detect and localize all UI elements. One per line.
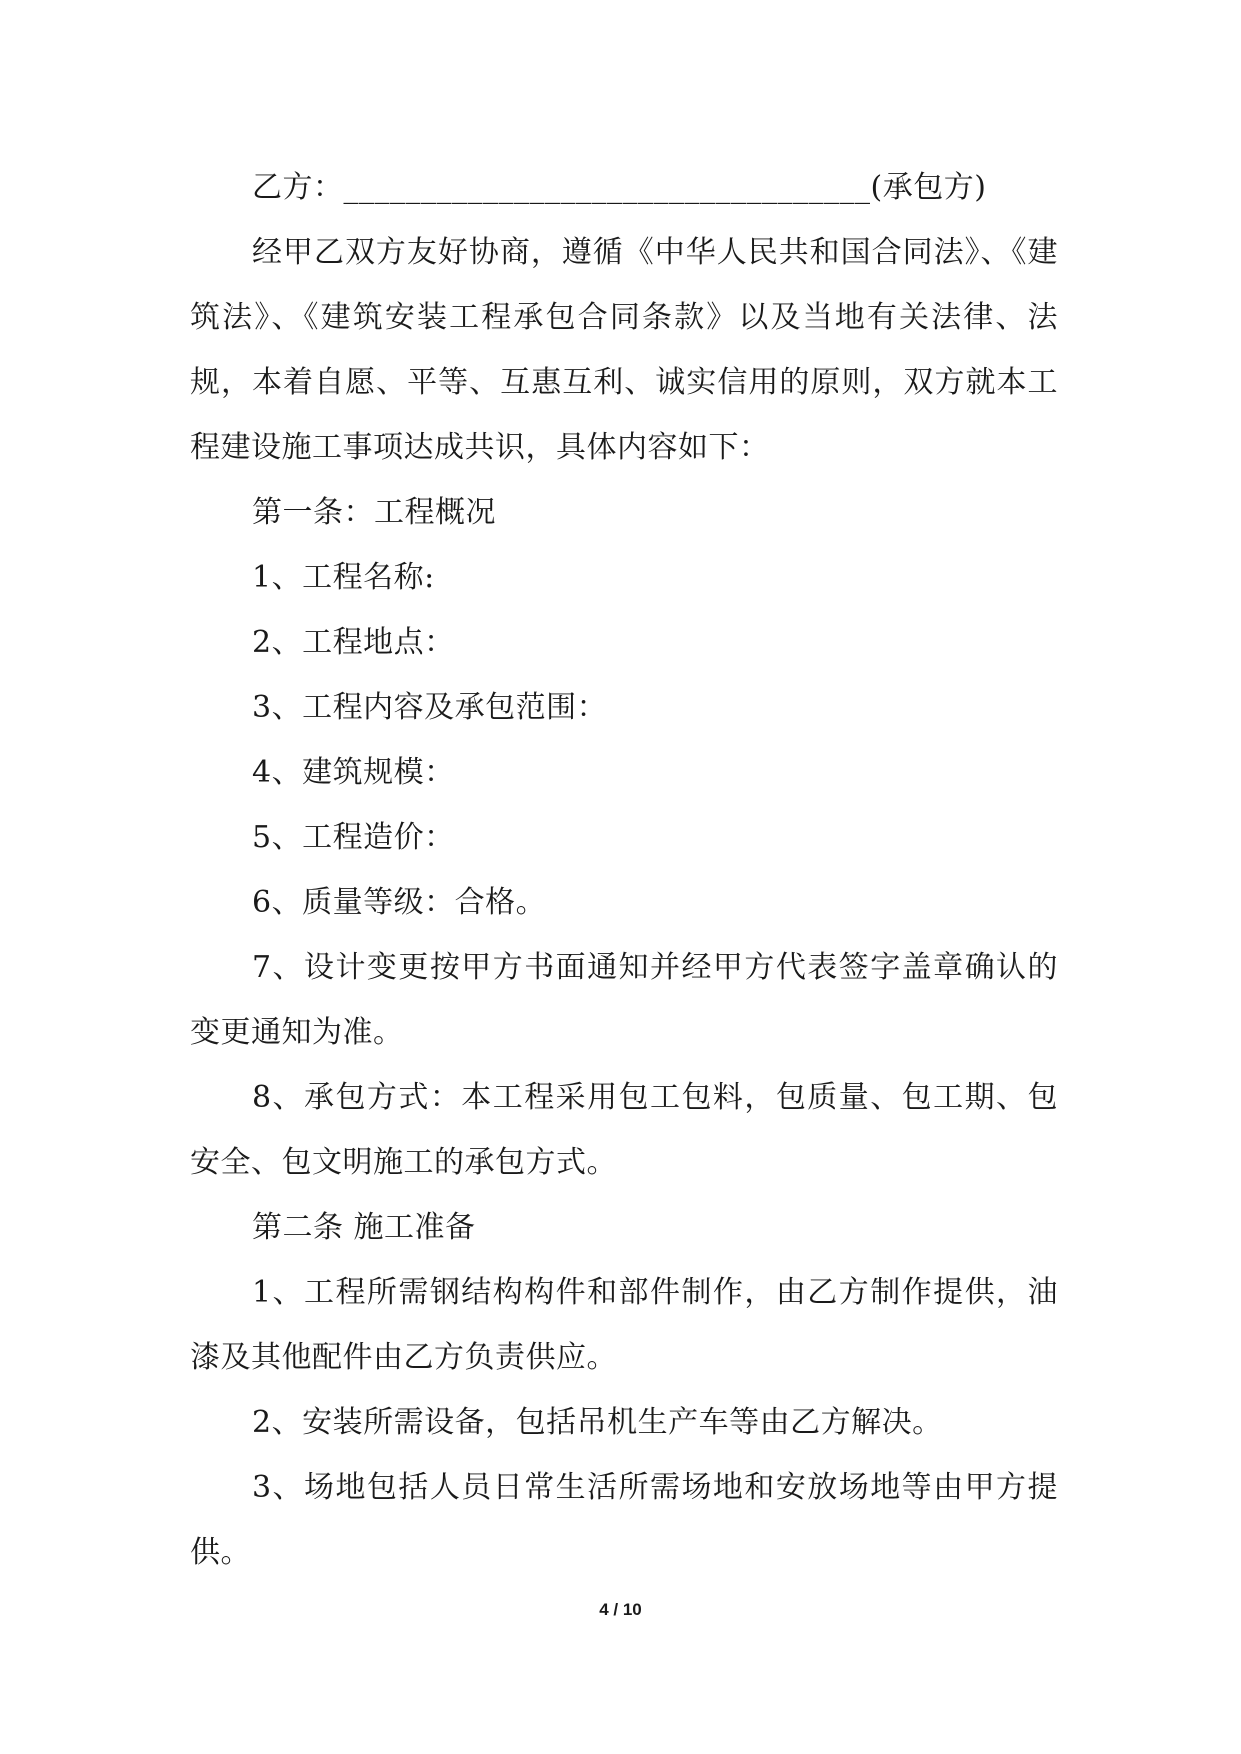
article-1-item-4: 4、建筑规模：	[252, 755, 455, 790]
party-b-line: 乙方：__________________________________(承包方)	[252, 170, 987, 205]
article-2-heading: 第二条 施工准备	[252, 1210, 476, 1245]
article-1-item-5: 5、工程造价：	[252, 820, 455, 855]
page-number: 4 / 10	[599, 1600, 642, 1619]
article-2-item-3: 3、场地包括人员日常生活所需场地和安放场地等由甲方提供。	[190, 1470, 1058, 1570]
article-1-item-7: 7、设计变更按甲方书面通知并经甲方代表签字盖章确认的变更通知为准。	[190, 950, 1058, 1050]
article-1-item-1: 1、工程名称:	[252, 560, 435, 595]
document-body	[190, 155, 1058, 1585]
article-2-item-2: 2、安装所需设备，包括吊机生产车等由乙方解决。	[252, 1405, 943, 1440]
article-1-item-8: 8、承包方式：本工程采用包工包料，包质量、包工期、包安全、包文明施工的承包方式。	[190, 1080, 1058, 1180]
article-1-heading: 第一条：工程概况	[252, 495, 496, 530]
article-2-item-1: 1、工程所需钢结构构件和部件制作，由乙方制作提供，油漆及其他配件由乙方负责供应。	[190, 1275, 1058, 1375]
article-1-item-2: 2、工程地点：	[252, 625, 455, 660]
article-1-item-3: 3、工程内容及承包范围：	[252, 690, 608, 725]
preamble-paragraph: 经甲乙双方友好协商，遵循《中华人民共和国合同法》、《建筑法》、《建筑安装工程承包合同条款》以及当地有关法律、法规，本着自愿、平等、互惠互利、诚实信用的原则，双方就本工程建设施工事项达成共识，具体内容如下：	[190, 235, 1058, 465]
article-1-item-6: 6、质量等级：合格。	[252, 885, 547, 920]
